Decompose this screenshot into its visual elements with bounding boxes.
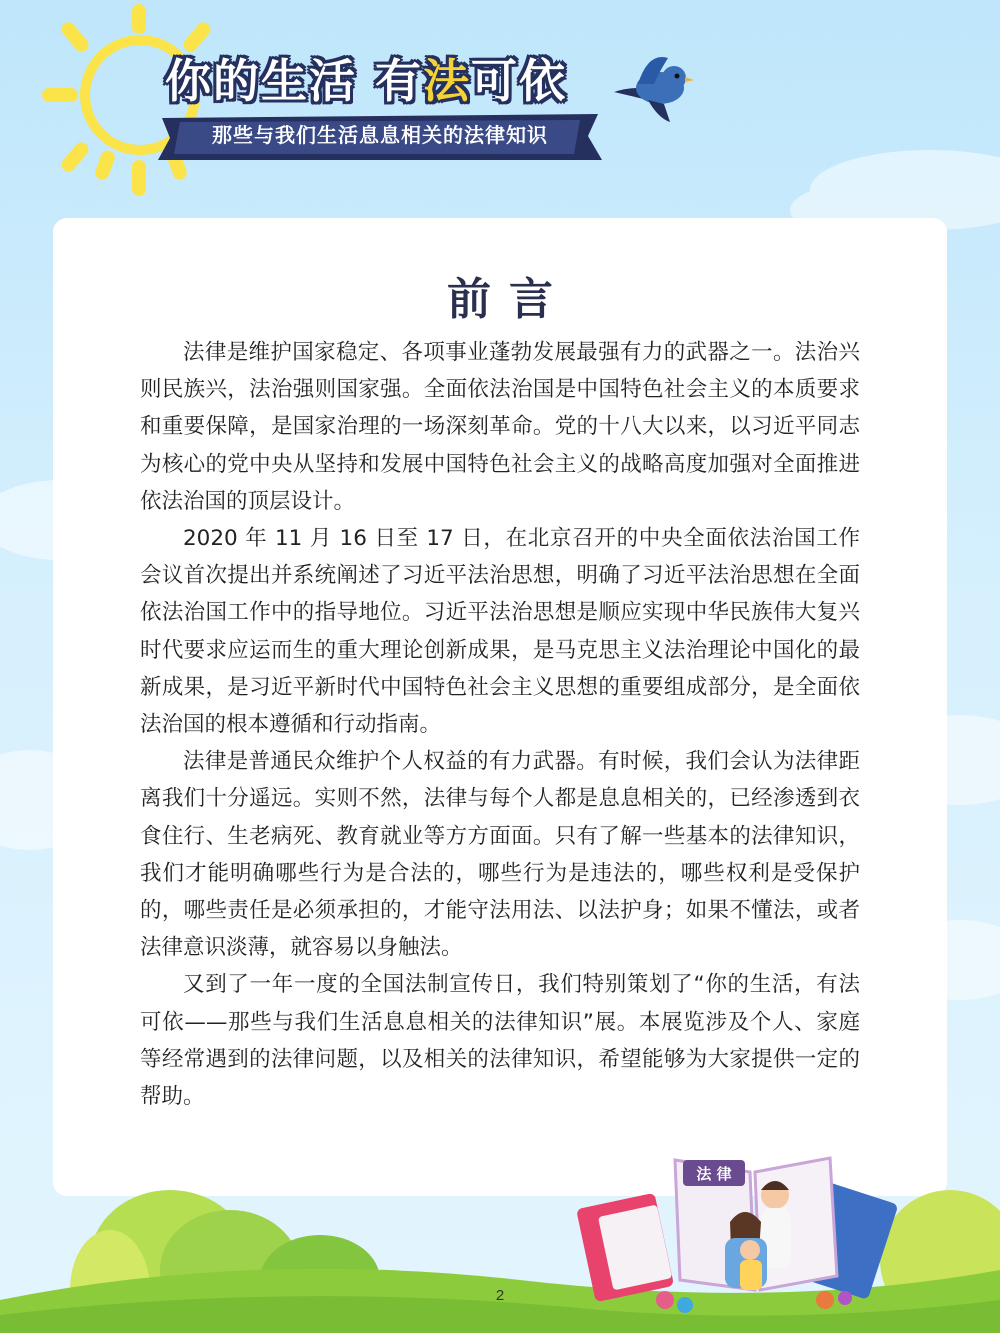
family-reading-illustration xyxy=(575,1150,905,1315)
bird-icon xyxy=(608,48,694,128)
main-title-part1: 你的生活 有 xyxy=(165,54,424,108)
preface-heading: 前言 xyxy=(447,274,571,325)
main-title xyxy=(165,50,605,112)
main-title-part2: 可依 xyxy=(471,54,568,108)
preface-paragraph: 法律是普通民众维护个人权益的有力武器。有时候，我们会认为法律距离我们十分遥远。实则不然，法律与每个人都是息息相关的，已经渗透到衣食住行、生老病死、教育就业等方方面面。只有了解一些基本的法律知识，我们才能明确哪些行为是合法的，哪些行为是违法的，哪些权利是受保护的，哪些责任是必须承担的，才能守法用法、以法护身；如果不懂法，或者法律意识淡薄，就容易以身触法。 xyxy=(140,749,860,961)
main-title-highlight: 法 xyxy=(423,54,472,108)
subtitle: 那些与我们生活息息相关的法律知识 xyxy=(212,123,548,147)
preface-paragraph: 2020 年 11 月 16 日至 17 日，在北京召开的中央全面依法治国工作会议首次提出并系统阐述了习近平法治思想，明确了习近平法治思想在全面依法治国工作中的指导地位。习近平法治思想是顺应实现中华民族伟大复兴时代要求应运而生的重大理论创新成果，是马克思主义法治理论中国化的最新成果，是习近平新时代中国特色社会主义思想的重要组成部分，是全面依法治国的根本遵循和行动指南。 xyxy=(140,526,860,738)
preface-paragraph: 法律是维护国家稳定、各项事业蓬勃发展最强有力的武器之一。法治兴则民族兴，法治强则国家强。全面依法治国是中国特色社会主义的本质要求和重要保障，是国家治理的一场深刻革命。党的十八大以来，以习近平同志为核心的党中央从坚持和发展中国特色社会主义的战略高度加强对全面推进依法治国的顶层设计。 xyxy=(140,340,860,514)
preface-paragraph: 又到了一年一度的全国法制宣传日，我们特别策划了“你的生活，有法可依——那些与我们生活息息相关的法律知识”展。本展览涉及个人、家庭等经常遇到的法律问题，以及相关的法律知识，希望能够为大家提供一定的帮助。 xyxy=(140,972,860,1110)
preface-body xyxy=(140,334,860,1115)
book-label: 法 律 xyxy=(696,1165,732,1183)
page-number: 2 xyxy=(495,1287,505,1304)
